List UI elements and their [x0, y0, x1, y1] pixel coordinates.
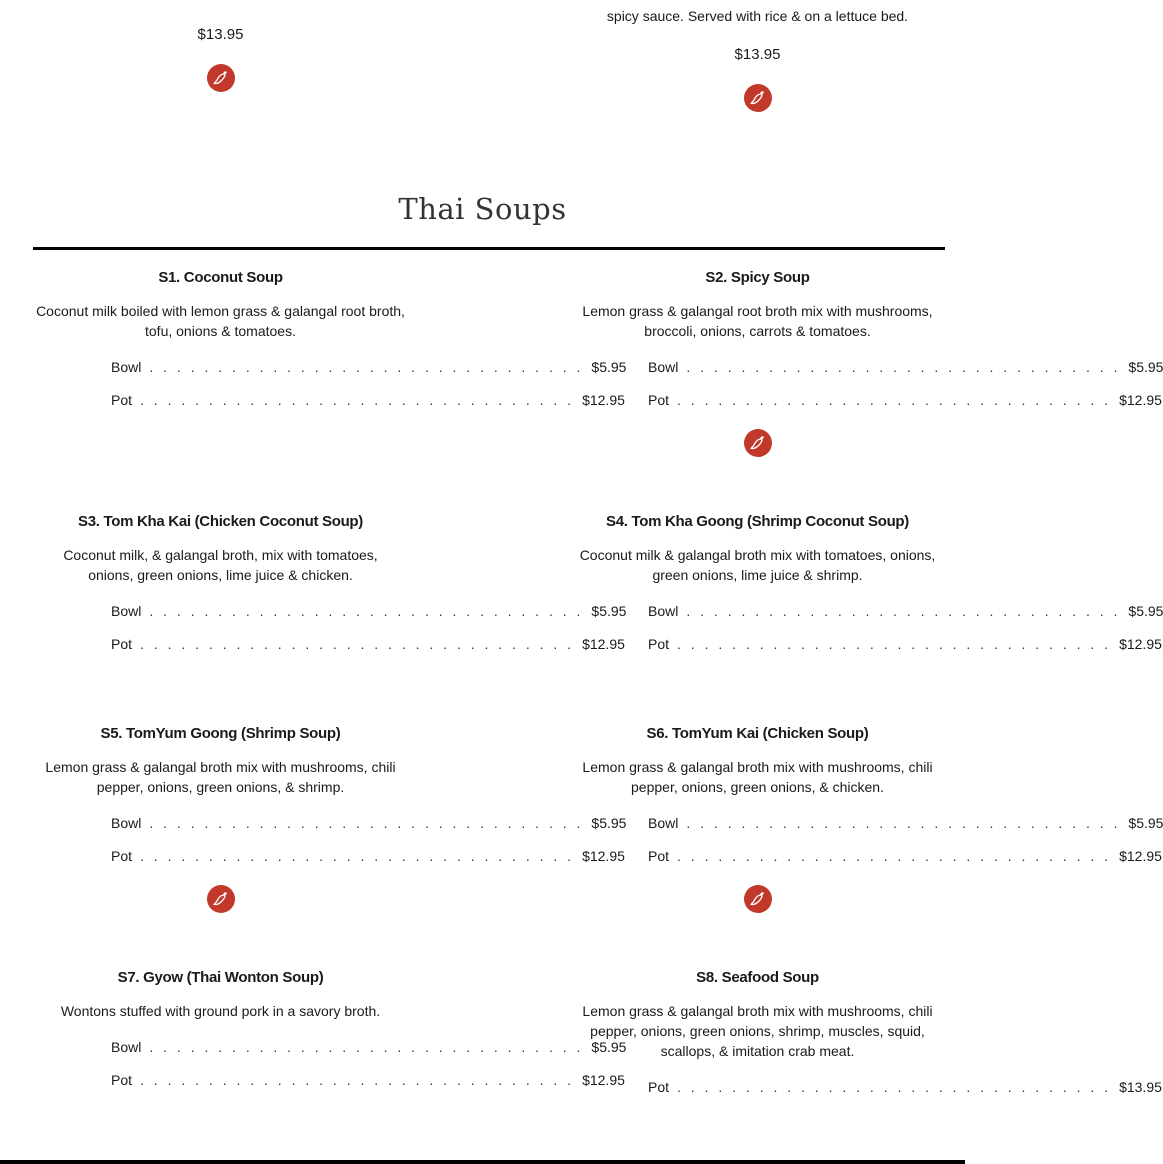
price-row: [111, 359, 627, 379]
price-value: $5.95: [591, 1039, 627, 1055]
size-label: Pot: [111, 392, 133, 408]
menu-item-title: S7. Gyow (Thai Wonton Soup): [117, 969, 324, 986]
leader-dots: . . . . . . . . . . . . . . . . . . . . . . . . . . . . . . . .: [149, 603, 584, 619]
price-row: [648, 1079, 1162, 1099]
price-row: [648, 603, 1163, 623]
leader-dots: . . . . . . . . . . . . . . . . . . . . . . . . . . . . . . . .: [677, 1079, 1112, 1095]
footer-divider: [0, 1160, 965, 1164]
size-label: Pot: [648, 392, 670, 408]
price-value: $5.95: [591, 815, 627, 831]
menu-item-description: Coconut milk boiled with lemon grass & galangal root broth, tofu, onions & tomatoes.: [36, 303, 405, 339]
price-row: [111, 603, 627, 623]
size-label: Pot: [648, 1079, 670, 1095]
menu-item-title: S8. Seafood Soup: [696, 969, 819, 986]
chili-pepper-icon: [207, 885, 235, 913]
size-label: Bowl: [111, 359, 142, 375]
menu-item-description: Lemon grass & galangal broth mix with mushrooms, chili pepper, onions, green onions, shrimp, muscles, squid, scallops, & imitation crab meat.: [582, 1003, 933, 1059]
top-right-item-desc-tail: spicy sauce. Served with rice & on a lettuce bed.: [606, 8, 909, 24]
menu-item-description: Coconut milk, & galangal broth, mix with tomatoes, onions, green onions, lime juice & chicken.: [63, 547, 378, 583]
menu-item-title: S6. TomYum Kai (Chicken Soup): [646, 725, 869, 742]
size-label: Bowl: [111, 603, 142, 619]
leader-dots: . . . . . . . . . . . . . . . . . . . . . . . . . . . . . . . .: [149, 815, 584, 831]
size-label: Pot: [111, 848, 133, 864]
top-left-item-price: $13.95: [197, 26, 244, 43]
menu-item-title: S2. Spicy Soup: [705, 269, 810, 286]
menu-item-description: Wontons stuffed with ground pork in a savory broth.: [60, 1003, 381, 1019]
leader-dots: . . . . . . . . . . . . . . . . . . . . . . . . . . . . . . . .: [149, 359, 584, 375]
leader-dots: . . . . . . . . . . . . . . . . . . . . . . . . . . . . . . . .: [677, 848, 1112, 864]
price-value: $13.95: [1119, 1079, 1162, 1095]
section-title: Thai Soups: [398, 192, 567, 226]
size-label: Bowl: [111, 815, 142, 831]
leader-dots: . . . . . . . . . . . . . . . . . . . . . . . . . . . . . . . .: [140, 636, 575, 652]
size-label: Pot: [111, 636, 133, 652]
price-row: [111, 392, 625, 412]
leader-dots: . . . . . . . . . . . . . . . . . . . . . . . . . . . . . . . .: [686, 359, 1121, 375]
menu-item-title: S1. Coconut Soup: [158, 269, 283, 286]
size-label: Pot: [648, 636, 670, 652]
price-value: $5.95: [1128, 359, 1163, 375]
size-label: Bowl: [648, 815, 679, 831]
size-label: Bowl: [111, 1039, 142, 1055]
price-value: $5.95: [591, 359, 627, 375]
price-row: [648, 636, 1162, 656]
price-value: $12.95: [582, 848, 625, 864]
price-row: [648, 359, 1163, 379]
leader-dots: . . . . . . . . . . . . . . . . . . . . . . . . . . . . . . . .: [686, 603, 1121, 619]
price-value: $12.95: [582, 392, 625, 408]
leader-dots: . . . . . . . . . . . . . . . . . . . . . . . . . . . . . . . .: [140, 848, 575, 864]
price-row: [648, 392, 1162, 412]
leader-dots: . . . . . . . . . . . . . . . . . . . . . . . . . . . . . . . .: [140, 392, 575, 408]
menu-item-description: Lemon grass & galangal broth mix with mushrooms, chili pepper, onions, green onions, & chicken.: [582, 759, 933, 795]
menu-item-title: S4. Tom Kha Goong (Shrimp Coconut Soup): [605, 513, 909, 530]
price-row: [111, 1072, 625, 1092]
price-row: [648, 815, 1163, 835]
price-row: [648, 848, 1162, 868]
price-value: $12.95: [582, 636, 625, 652]
leader-dots: . . . . . . . . . . . . . . . . . . . . . . . . . . . . . . . .: [677, 636, 1112, 652]
price-value: $5.95: [1128, 815, 1163, 831]
chili-pepper-icon: [744, 84, 772, 112]
price-value: $5.95: [1128, 603, 1163, 619]
price-value: $12.95: [1119, 636, 1162, 652]
chili-pepper-icon: [744, 429, 772, 457]
size-label: Bowl: [648, 603, 679, 619]
price-value: $12.95: [1119, 848, 1162, 864]
chili-pepper-icon: [207, 64, 235, 92]
size-label: Bowl: [648, 359, 679, 375]
price-value: $12.95: [1119, 392, 1162, 408]
chili-pepper-icon: [744, 885, 772, 913]
menu-item-description: Coconut milk & galangal broth mix with tomatoes, onions, green onions, lime juice & shrimp.: [579, 547, 936, 583]
menu-item-description: Lemon grass & galangal root broth mix with mushrooms, broccoli, onions, carrots & tomatoes.: [582, 303, 933, 339]
price-row: [111, 848, 625, 868]
leader-dots: . . . . . . . . . . . . . . . . . . . . . . . . . . . . . . . .: [140, 1072, 575, 1088]
price-value: $5.95: [591, 603, 627, 619]
price-row: [111, 815, 627, 835]
menu-item-title: S5. TomYum Goong (Shrimp Soup): [100, 725, 341, 742]
top-right-item-price: $13.95: [734, 46, 781, 63]
leader-dots: . . . . . . . . . . . . . . . . . . . . . . . . . . . . . . . .: [677, 392, 1112, 408]
price-row: [111, 1039, 627, 1059]
menu-item-description: Lemon grass & galangal broth mix with mushrooms, chili pepper, onions, green onions, & shrimp.: [45, 759, 396, 795]
size-label: Pot: [648, 848, 670, 864]
size-label: Pot: [111, 1072, 133, 1088]
menu-item-title: S3. Tom Kha Kai (Chicken Coconut Soup): [77, 513, 363, 530]
leader-dots: . . . . . . . . . . . . . . . . . . . . . . . . . . . . . . . .: [686, 815, 1121, 831]
price-value: $12.95: [582, 1072, 625, 1088]
price-row: [111, 636, 625, 656]
leader-dots: . . . . . . . . . . . . . . . . . . . . . . . . . . . . . . . .: [149, 1039, 584, 1055]
section-divider: [33, 247, 945, 250]
